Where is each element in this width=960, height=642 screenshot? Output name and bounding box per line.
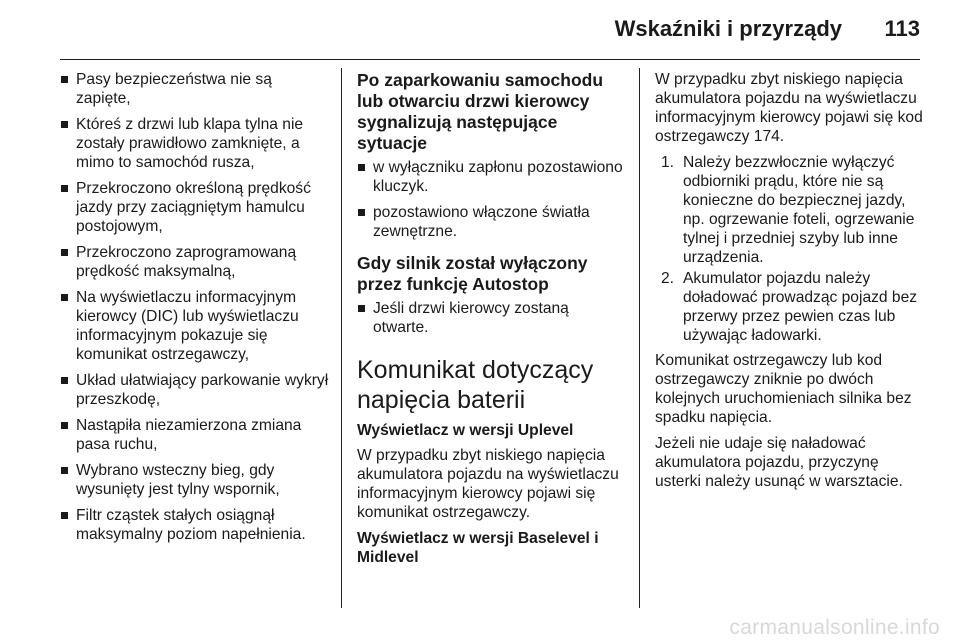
paragraph-code: W przypadku zbyt niskiego napięcia akumulatora pojazdu na wyświetlaczu informacyjnym kierowcy pojawi się kod ostrzegawczy 174. <box>655 71 923 145</box>
list-item: Nastąpiła niezamierzona zmiana pasa ruchu, <box>60 416 330 454</box>
list-item: Któreś z drzwi lub klapa tylna nie zostały prawidłowo zamknięte, a mimo to samochód rusza, <box>60 115 330 172</box>
step-text: Akumulator pojazdu należy doładować prowadząc pojazd bez przerwy przez pewien czas lub używając ładowarki. <box>683 270 918 344</box>
parking-list <box>357 158 625 241</box>
page-title: Wskaźniki i przyrządy <box>614 16 842 41</box>
page-number: 113 <box>884 16 920 41</box>
list-item: Filtr cząstek stałych osiągnął maksymalny poziom napełnienia. <box>60 506 330 544</box>
section-heading-autostop: Gdy silnik został wyłączony przez funkcję Autostop <box>357 253 588 294</box>
subheading-uplevel: Wyświetlacz w wersji Uplevel <box>357 422 574 439</box>
step-text: Należy bezzwłocznie wyłączyć odbiorniki prądu, które nie są konieczne do bezpiecznej jazdy, np. ogrzewanie foteli, ogrzewanie tylnej i przedniej szyby lub inne urządzenia. <box>683 154 915 266</box>
column-divider-1 <box>341 68 342 608</box>
step-number: 1. <box>661 154 675 171</box>
section-heading-parking: Po zaparkowaniu samochodu lub otwarciu drzwi kierowcy sygnalizują następujące sytuacje <box>357 70 604 153</box>
column-3 <box>655 70 925 498</box>
list-item: Pasy bezpieczeństwa nie są zapięte, <box>60 70 330 108</box>
subheading-baselevel: Wyświetlacz w wersji Baselevel i Midlevel <box>357 530 599 566</box>
list-item: Na wyświetlaczu informacyjnym kierowcy (DIC) lub wyświetlaczu informacyjnym pokazuje się komunikat ostrzegawczy, <box>60 288 330 364</box>
section-title-battery: Komunikat dotyczący napięcia baterii <box>357 356 594 414</box>
list-item: Wybrano wsteczny bieg, gdy wysunięty jest tylny wspornik, <box>60 461 330 499</box>
list-item: Przekroczono określoną prędkość jazdy przy zaciągniętym hamulcu postojowym, <box>60 179 330 236</box>
list-item: Jeśli drzwi kierowcy zostaną otwarte. <box>357 299 625 337</box>
autostop-list <box>357 299 625 337</box>
header-divider <box>60 59 920 60</box>
column-divider-2 <box>639 68 640 608</box>
list-item: Przekroczono zaprogramowaną prędkość maksymalną, <box>60 243 330 281</box>
list-item <box>655 269 925 345</box>
paragraph-clear: Komunikat ostrzegawczy lub kod ostrzegawczy zniknie po dwóch kolejnych uruchomieniach silnika bez spadku napięcia. <box>655 352 912 426</box>
watermark: carmanualsonline.info <box>729 616 940 639</box>
paragraph-workshop: Jeżeli nie udaje się naładować akumulatora pojazdu, przyczynę usterki należy usunąć w warsztacie. <box>655 435 903 490</box>
column-2 <box>357 70 625 573</box>
paragraph-uplevel: W przypadku zbyt niskiego napięcia akumulatora pojazdu na wyświetlaczu informacyjnym kierowcy pojawi się komunikat ostrzegawczy. <box>357 447 619 521</box>
list-item: Układ ułatwiający parkowanie wykrył przeszkodę, <box>60 371 330 409</box>
steps-list <box>655 153 925 345</box>
list-item: w wyłączniku zapłonu pozostawiono kluczyk. <box>357 158 625 196</box>
list-item <box>655 153 925 267</box>
page-header <box>0 0 960 62</box>
warning-list <box>60 70 330 544</box>
list-item: pozostawiono włączone światła zewnętrzne. <box>357 203 625 241</box>
step-number: 2. <box>661 270 675 287</box>
column-1 <box>60 70 330 551</box>
